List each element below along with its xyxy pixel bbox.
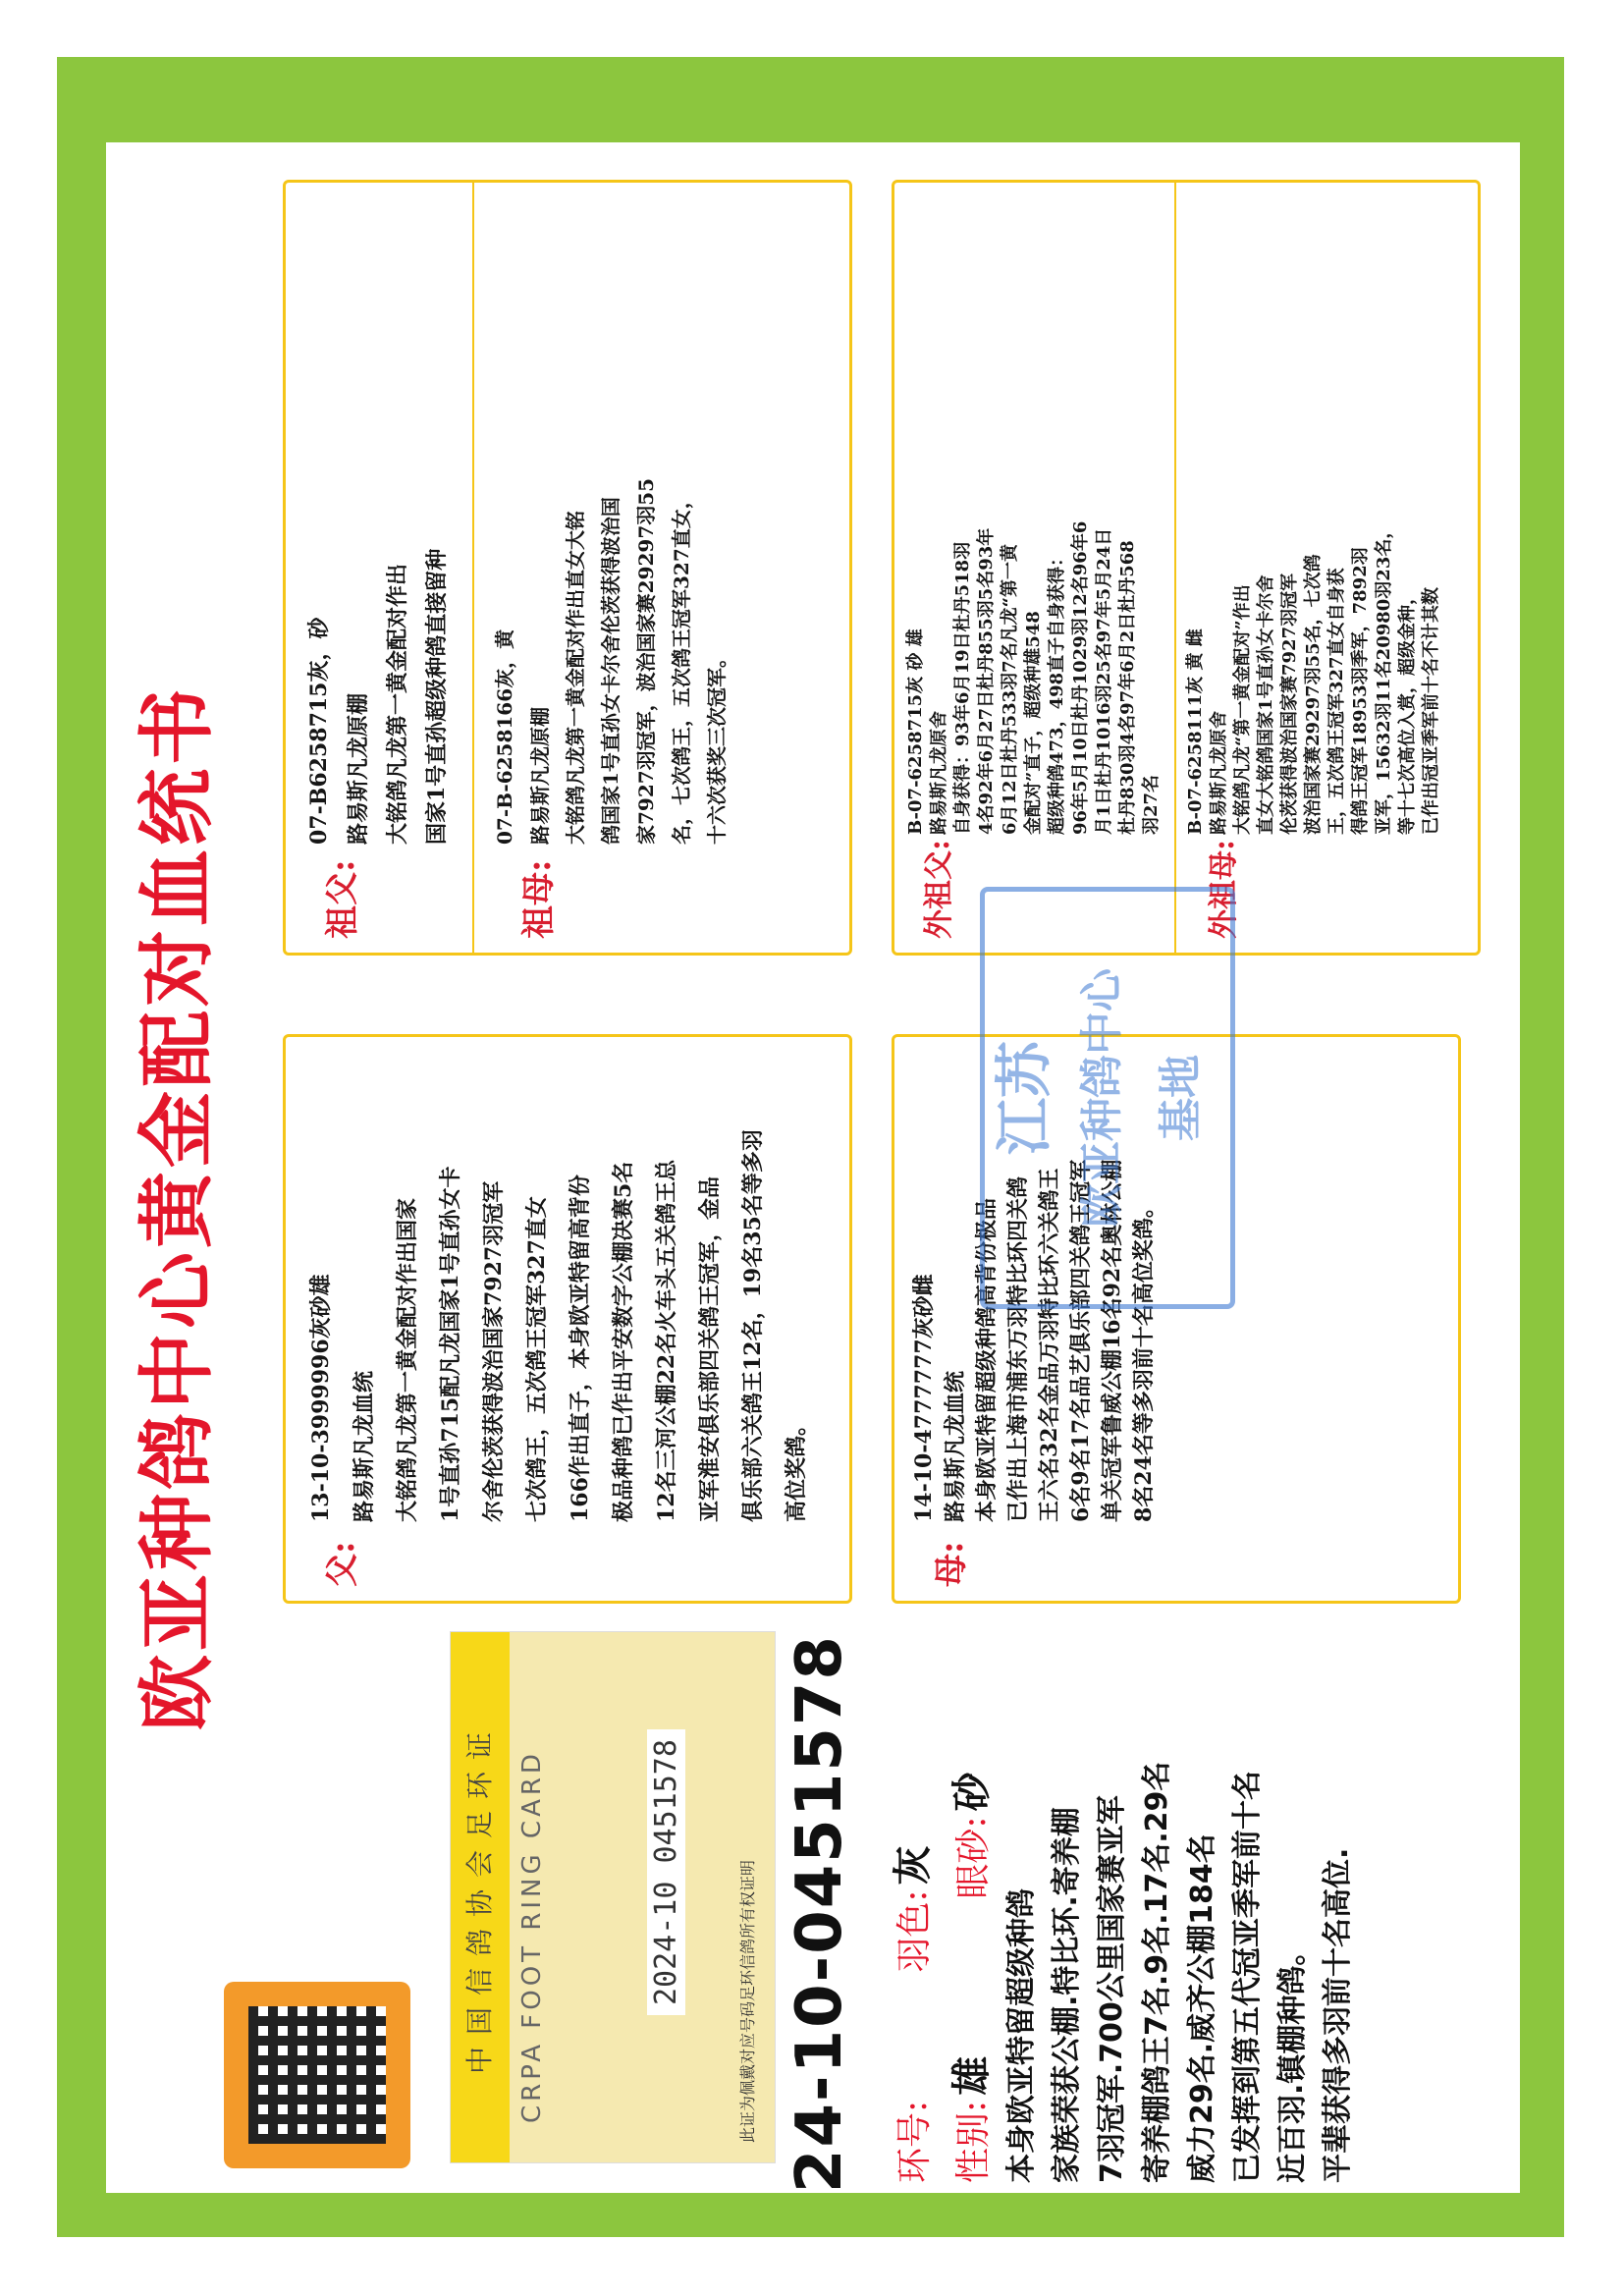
mother-label: 母:: [932, 1541, 971, 1587]
mother-line: 路易斯凡龙血统: [943, 1370, 968, 1522]
eye-label: 眼砂:: [953, 1816, 994, 1899]
mat-grandfather-line: B-07-6258715灰 砂 雄: [905, 629, 926, 835]
father-line: 七次鸽王，五次鸽王冠军327直女: [524, 1196, 550, 1522]
grandfather-line: 国家1号直孙超级种鸽直接留种: [424, 548, 450, 845]
grandmother-line: 路易斯凡龙原棚: [528, 707, 552, 845]
color-value: 灰: [890, 1845, 936, 1886]
mat-grandmother-line: 波治国家赛29297羽55名，七次鸽: [1303, 554, 1324, 835]
bird-line: 家族荣获公棚.特比环.寄养棚: [1050, 1807, 1084, 2183]
father-line: 13-10-3999996灰砂雄: [308, 1274, 334, 1522]
card-footnote: 此证为佩戴对应号码足环信鸽所有权证明: [738, 1859, 757, 2143]
ring-number: 24-10-0451578: [784, 1634, 856, 2193]
mat-grandmother-line: 王，五次鸽王冠军327直女自身获: [1326, 568, 1347, 835]
grandmother-line: 十六次获奖三次冠军。: [705, 648, 729, 845]
father-line: 亚军淮安俱乐部四关鸽王冠军，金品: [697, 1175, 723, 1522]
father-line: 尔舍伦茨获得波治国家7927羽冠军: [481, 1180, 507, 1522]
mat-grandfather-line: 金配对”直子，超级种雄548: [1023, 611, 1044, 835]
mother-line: 6名9名17名品艺俱乐部四关鸽王冠军: [1068, 1159, 1094, 1522]
mother-line: 单关冠军鲁威公棚16名92名奥林公棚: [1100, 1159, 1125, 1522]
card-number: 2024-10 0451578: [647, 1729, 685, 2015]
father-line: 极品种鸽已作出平安数字公棚决赛5名: [611, 1161, 636, 1522]
mat-grandfather-line: 4名92年6月27日杜丹855羽5名93年: [976, 527, 997, 835]
bird-line: 寄养棚鸽王7名.9名.17名.29名: [1140, 1761, 1174, 2183]
mat-grandfather-line: 路易斯凡龙原舍: [929, 711, 949, 835]
father-line: 1号直孙715配凡龙国家1号直孙女卡: [438, 1166, 463, 1522]
father-box: [283, 1034, 852, 1604]
father-line: 路易斯凡龙血统: [352, 1370, 377, 1522]
mat-grandfather-line: 96年5月10日杜丹1029羽12名96年6: [1070, 520, 1091, 835]
grandfather-label: 祖父:: [323, 859, 362, 939]
mother-line: 王六名32名金品万羽特比环六关鸽王: [1037, 1168, 1062, 1522]
ring-label: 环号:: [894, 2100, 935, 2183]
eye-value: 砂: [948, 1772, 995, 1812]
grandfather-line: 07-B6258715灰，砂: [306, 617, 332, 845]
bird-info-box: [872, 1623, 1500, 2193]
mother-line: 14-10-4777777灰砂雌: [911, 1274, 937, 1522]
mother-line: 已作出上海市浦东万羽特比环四关鸽: [1005, 1175, 1031, 1522]
seal-stamp: [980, 887, 1235, 1309]
grandmother-line: 鸽国家1号直孙女卡尔舍伦茨获得波治国: [599, 497, 623, 845]
card-title: 中国信鸽协会足环证: [451, 1632, 510, 2162]
mat-grandfather-line: 自身获得：93年6月19日杜丹518羽: [952, 541, 973, 835]
document-title: 欧亚种鸽中心黄金配对血统书: [134, 683, 222, 1731]
foot-ring-card: [450, 1631, 776, 2163]
bird-line: 已发挥到第五代冠亚季军前十名: [1230, 1771, 1265, 2183]
mat-grandmother-line: 直女大铭鸽国家1号直孙女卡尔舍: [1256, 574, 1276, 835]
grandmother-line: 07-B-6258166灰，黄: [493, 629, 516, 845]
mat-grandfather-line: 杜丹830羽4名97年6月2日杜丹568: [1117, 540, 1138, 835]
grandmother-line: 大铭鸽凡龙第一黄金配对作出直女大铭: [564, 511, 587, 845]
mat-grandmother-line: 等十七次高位入赏，超级金种，: [1397, 587, 1418, 835]
mat-grandmother-line: 大铭鸽凡龙“第一黄金配对”作出: [1232, 584, 1253, 835]
bird-line: 威力29名.威齐公棚184名: [1185, 1833, 1219, 2183]
mat-grandmother-label: 外祖母:: [1207, 839, 1241, 939]
mat-grandmother-line: 亚军，15632羽11名20980羽23名，: [1374, 520, 1394, 835]
grandmother-line: 名，七次鸽王，五次鸽王冠军327直女，: [670, 489, 693, 845]
grandparents-paternal-box: [283, 180, 852, 956]
father-line: 大铭鸽凡龙第一黄金配对作出国家: [395, 1197, 420, 1522]
father-line: 166作出直子，本身欧亚特留高背份: [568, 1175, 593, 1522]
mat-grandfather-line: 羽27名: [1141, 774, 1162, 835]
stamp-line: 江苏: [991, 1041, 1057, 1156]
grandmother-label: 祖母:: [519, 859, 559, 939]
mother-line: 本身欧亚特留超级种鸽高背份极品: [974, 1197, 1000, 1522]
father-line: 高位奖鸽。: [784, 1413, 809, 1522]
bird-line: 本身欧亚特留超级种鸽: [1004, 1888, 1039, 2183]
landscape-content: [106, 142, 1520, 2193]
card-subtitle: CRPA FOOT RING CARD: [517, 1750, 547, 2123]
grandfather-line: 大铭鸽凡龙第一黄金配对作出: [385, 563, 410, 845]
bird-line: 7羽冠军.700公里国家赛亚军: [1095, 1795, 1129, 2183]
color-label: 羽色:: [894, 1889, 935, 1973]
mat-grandfather-line: 超级种鸽473，498直子自身获得：: [1047, 548, 1067, 835]
mat-grandmother-line: 得鸽王冠军18953羽季军，7892羽: [1350, 547, 1371, 835]
mat-grandfather-label: 外祖父:: [922, 839, 956, 939]
mat-grandfather-line: 6月12日杜丹533羽7名凡龙“第一黄: [1000, 543, 1020, 835]
mother-line: 8名24名等多羽前十名高位奖鸽。: [1131, 1196, 1157, 1522]
grandparents-maternal-box: [892, 180, 1481, 956]
qr-code-icon: [224, 1982, 410, 2168]
mat-grandmother-line: 路易斯凡龙原舍: [1209, 711, 1229, 835]
father-line: 12名三河公棚22名火车头五关鸽王总: [654, 1159, 679, 1522]
document-sheet: [106, 142, 1520, 2193]
grandfather-line: 路易斯凡龙原棚: [346, 692, 371, 845]
mat-grandmother-line: 伦茨获得波治国家赛7927羽冠军: [1279, 573, 1300, 835]
bird-line: 平辈获得多羽前十名高位.: [1321, 1847, 1355, 2183]
bird-line: 近百羽.镇棚种鸽。: [1275, 1936, 1310, 2183]
father-line: 俱乐部六关鸽王12名，19名35名等多羽: [740, 1129, 766, 1522]
mat-grandmother-line: 已作出冠亚季军前十名不计其数: [1421, 587, 1441, 835]
stamp-line: 欧亚种鸽中心: [1077, 968, 1127, 1228]
mat-grandmother-line: B-07-6258111灰 黄 雌: [1185, 629, 1206, 835]
mat-grandfather-line: 月1日杜丹1016羽25名97年5月24日: [1094, 527, 1114, 835]
grandmother-line: 家7927羽冠军，波治国家赛29297羽55: [634, 477, 658, 845]
sex-label: 性别:: [953, 2100, 994, 2183]
father-label: 父:: [323, 1541, 362, 1587]
stamp-line: 基地: [1156, 1055, 1206, 1141]
sex-value: 雄: [948, 2055, 995, 2096]
